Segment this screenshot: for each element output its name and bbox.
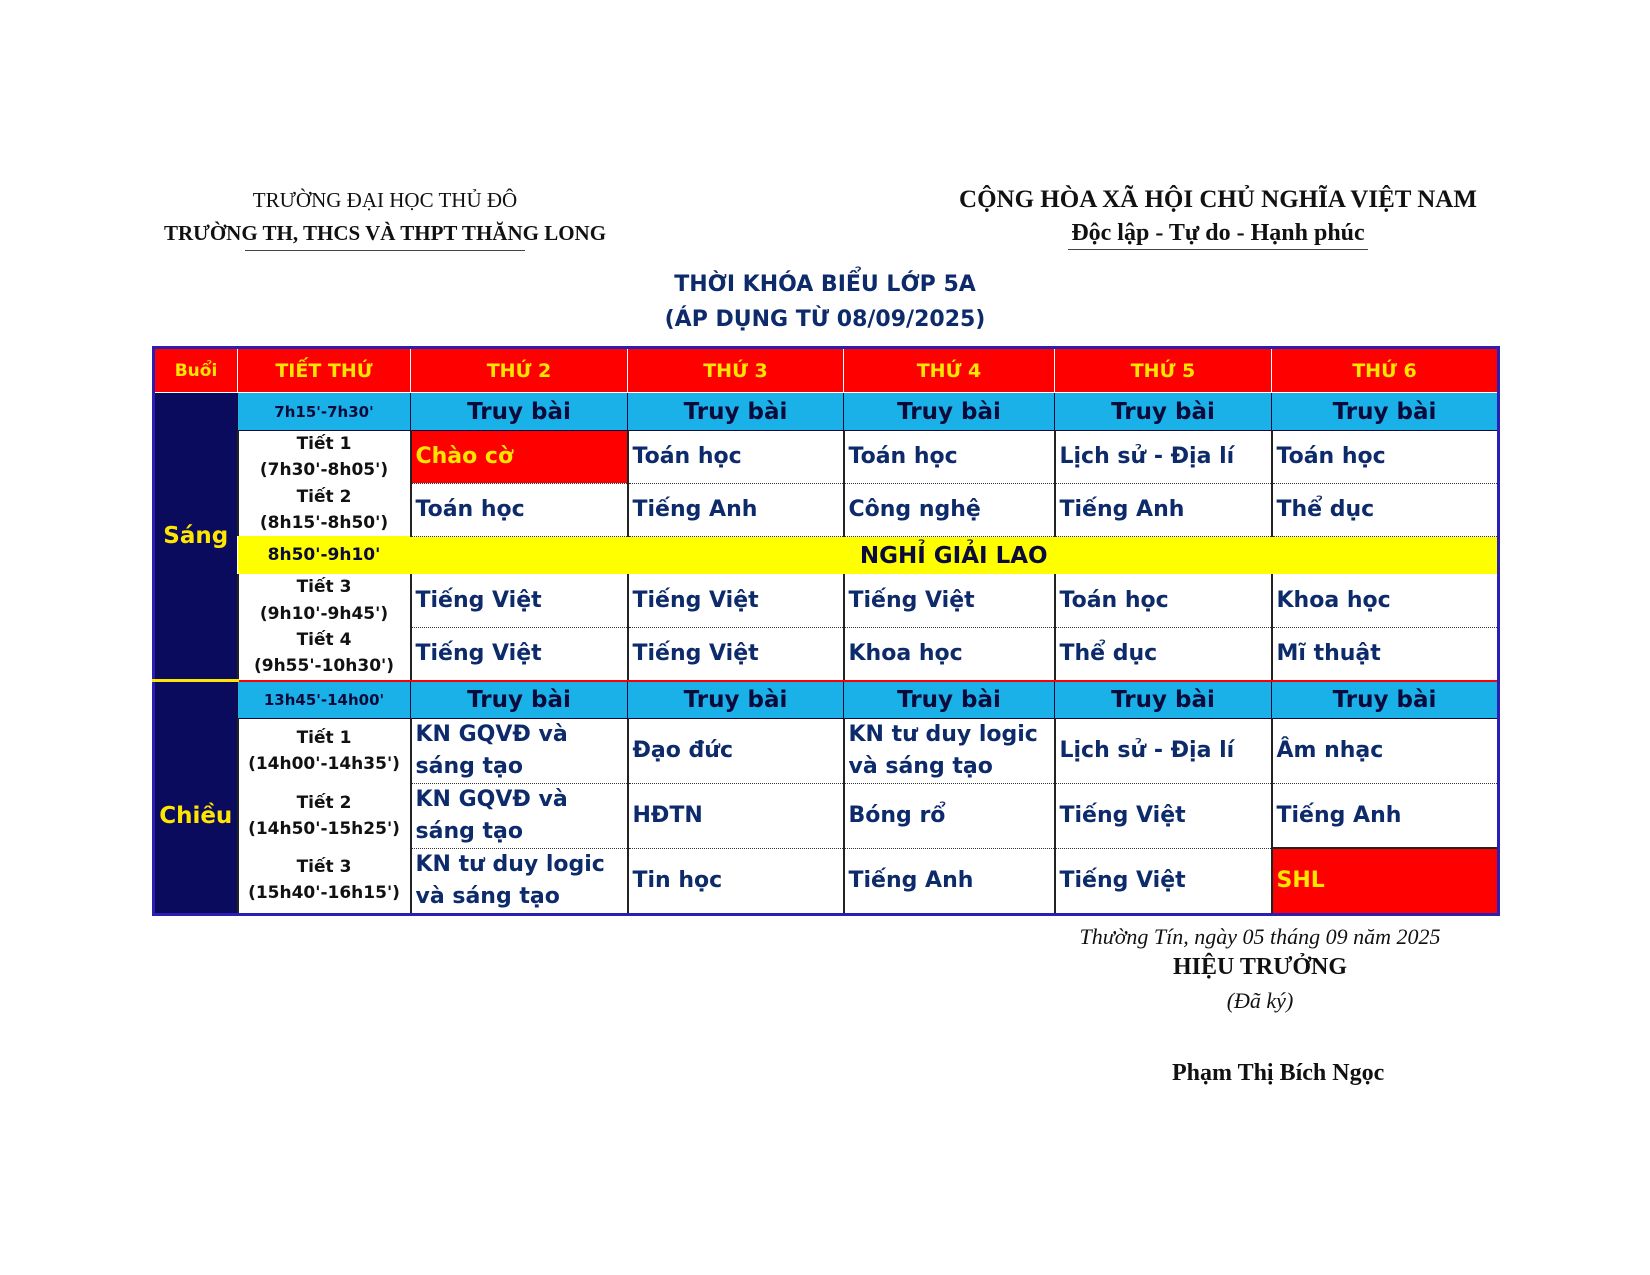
chieu-truy-bai-row xyxy=(154,681,1499,719)
period-time: (14h00'-14h35') xyxy=(248,754,400,775)
header-thu-6: THỨ 6 xyxy=(1272,348,1499,393)
subject-cell: Thể dục xyxy=(1272,484,1499,537)
period-label xyxy=(238,431,411,484)
break-row xyxy=(154,536,1499,574)
signer-name: Phạm Thị Bích Ngọc xyxy=(1172,1060,1385,1086)
national-motto: Độc lập - Tự do - Hạnh phúc xyxy=(1071,220,1365,246)
subject-cell: Tiếng Anh xyxy=(1272,784,1499,849)
subject-cell: KN tư duy logic và sáng tạo xyxy=(844,719,1055,784)
header-thu-3: THỨ 3 xyxy=(628,348,844,393)
table-row xyxy=(154,484,1499,537)
school-underline xyxy=(245,250,525,251)
period-name: Tiết 3 xyxy=(296,857,352,878)
period-label xyxy=(238,484,411,537)
period-label xyxy=(238,627,411,681)
country-name: CỘNG HÒA XÃ HỘI CHỦ NGHĨA VIỆT NAM xyxy=(959,186,1477,213)
subject-cell: Công nghệ xyxy=(844,484,1055,537)
period-time: (15h40'-16h15') xyxy=(248,883,400,904)
header-thu-4: THỨ 4 xyxy=(844,348,1055,393)
subject-cell: SHL xyxy=(1272,848,1499,914)
header-tiet-thu: TIẾT THỨ xyxy=(238,348,411,393)
period-time: (9h55'-10h30') xyxy=(253,656,394,677)
subject-cell: Toán học xyxy=(1272,431,1499,484)
session-spacer xyxy=(154,681,238,719)
subject-cell: Lịch sử - Địa lí xyxy=(1055,431,1272,484)
subject-cell: Toán học xyxy=(1055,574,1272,627)
place-date: Thường Tín, ngày 05 tháng 09 năm 2025 xyxy=(1079,924,1441,949)
truy-bai-cell: Truy bài xyxy=(1272,681,1499,719)
school-header xyxy=(140,188,630,251)
school-name: TRƯỜNG TH, THCS VÀ THPT THĂNG LONG xyxy=(163,221,607,245)
signed-note: (Đã ký) xyxy=(1226,988,1294,1013)
subject-cell: Thể dục xyxy=(1055,627,1272,681)
subject-cell: Tin học xyxy=(628,848,844,914)
subject-cell: Mĩ thuật xyxy=(1272,627,1499,681)
break-label: NGHỈ GIẢI LAO xyxy=(411,536,1499,574)
truy-bai-cell: Truy bài xyxy=(1055,393,1272,431)
subject-cell: KN GQVĐ và sáng tạo xyxy=(411,784,628,849)
subject-cell: Toán học xyxy=(411,484,628,537)
break-time: 8h50'-9h10' xyxy=(238,536,411,574)
subject-cell: Khoa học xyxy=(1272,574,1499,627)
university-name: TRƯỜNG ĐẠI HỌC THỦ ĐÔ xyxy=(252,188,518,212)
subject-cell: Toán học xyxy=(844,431,1055,484)
period-label xyxy=(238,848,411,914)
table-row xyxy=(154,848,1499,914)
table-row xyxy=(154,784,1499,849)
subject-cell: Tiếng Việt xyxy=(628,627,844,681)
period-name: Tiết 4 xyxy=(296,630,352,651)
national-header xyxy=(938,186,1498,250)
subject-cell: Tiếng Việt xyxy=(411,627,628,681)
period-label xyxy=(238,719,411,784)
truy-bai-time: 13h45'-14h00' xyxy=(238,681,411,719)
subject-cell: Toán học xyxy=(628,431,844,484)
truy-bai-cell: Truy bài xyxy=(628,681,844,719)
timetable xyxy=(152,346,1500,916)
period-name: Tiết 1 xyxy=(296,434,352,454)
period-name: Tiết 3 xyxy=(296,577,352,598)
truy-bai-cell: Truy bài xyxy=(1055,681,1272,719)
period-label xyxy=(238,574,411,627)
session-sang: Sáng xyxy=(154,393,238,681)
truy-bai-cell: Truy bài xyxy=(411,681,628,719)
header-thu-5: THỨ 5 xyxy=(1055,348,1272,393)
timetable-header-row xyxy=(154,348,1499,393)
subject-cell: Âm nhạc xyxy=(1272,719,1499,784)
subject-cell: Tiếng Anh xyxy=(628,484,844,537)
subject-cell: Tiếng Việt xyxy=(628,574,844,627)
truy-bai-cell: Truy bài xyxy=(844,681,1055,719)
table-row xyxy=(154,719,1499,784)
period-time: (14h50'-15h25') xyxy=(248,818,400,839)
period-name: Tiết 2 xyxy=(296,792,352,813)
subject-cell: Tiếng Việt xyxy=(844,574,1055,627)
subject-cell: Lịch sử - Địa lí xyxy=(1055,719,1272,784)
table-row xyxy=(154,431,1499,484)
truy-bai-cell: Truy bài xyxy=(628,393,844,431)
subject-cell: Tiếng Việt xyxy=(1055,848,1272,914)
motto-underline xyxy=(1068,249,1368,250)
period-name: Tiết 1 xyxy=(296,728,352,749)
sang-truy-bai-row xyxy=(154,393,1499,431)
truy-bai-cell: Truy bài xyxy=(844,393,1055,431)
document-title: THỜI KHÓA BIỂU LỚP 5A xyxy=(674,272,976,297)
subject-cell: Khoa học xyxy=(844,627,1055,681)
period-time: (8h15'-8h50') xyxy=(259,513,389,534)
subject-cell: KN tư duy logic và sáng tạo xyxy=(411,848,628,914)
subject-cell: Tiếng Anh xyxy=(1055,484,1272,537)
subject-cell: Tiếng Việt xyxy=(411,574,628,627)
subject-cell: Tiếng Việt xyxy=(1055,784,1272,849)
truy-bai-cell: Truy bài xyxy=(411,393,628,431)
table-row xyxy=(154,627,1499,681)
header-buoi: Buổi xyxy=(154,348,238,393)
document-subtitle: (ÁP DỤNG TỪ 08/09/2025) xyxy=(664,307,986,332)
truy-bai-time: 7h15'-7h30' xyxy=(238,393,411,431)
period-time: (9h10'-9h45') xyxy=(259,603,389,624)
subject-cell: HĐTN xyxy=(628,784,844,849)
header-thu-2: THỨ 2 xyxy=(411,348,628,393)
truy-bai-cell: Truy bài xyxy=(1272,393,1499,431)
subject-cell: Chào cờ xyxy=(411,431,628,484)
period-name: Tiết 2 xyxy=(296,486,352,507)
subject-cell: Đạo đức xyxy=(628,719,844,784)
signer-role: HIỆU TRƯỞNG xyxy=(1172,954,1348,980)
subject-cell: Bóng rổ xyxy=(844,784,1055,849)
period-label xyxy=(238,784,411,849)
subject-cell: Tiếng Anh xyxy=(844,848,1055,914)
period-time: (7h30'-8h05') xyxy=(259,460,389,481)
table-row xyxy=(154,574,1499,627)
session-chieu: Chiều xyxy=(154,719,238,914)
subject-cell: KN GQVĐ và sáng tạo xyxy=(411,719,628,784)
